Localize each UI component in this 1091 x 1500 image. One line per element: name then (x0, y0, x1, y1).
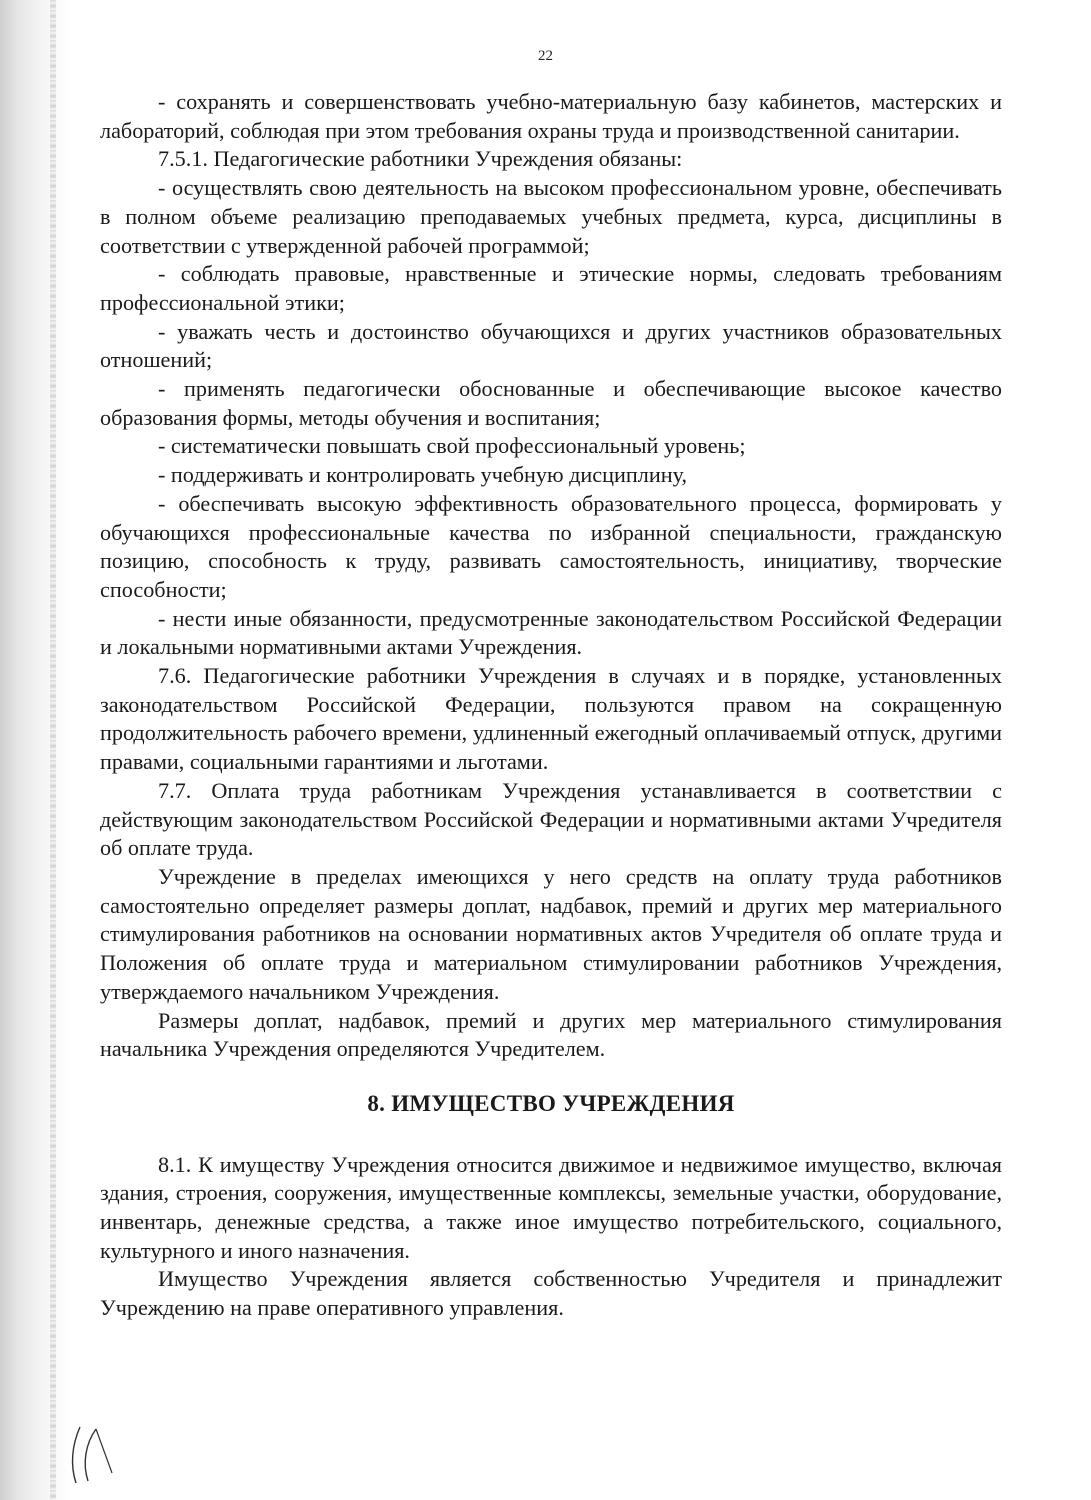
page-number: 22 (538, 48, 553, 64)
paragraph-bullet-professional-level: - осуществлять свою деятельность на высоком профессиональном уровне, обеспечивать в полном объеме реализацию преподаваемых учебных предмета, курса, дисциплины в соответствии с утвержденной рабочей программой; (100, 175, 1002, 258)
paragraph-8-1: 8.1. К имуществу Учреждения относится движимое и недвижимое имущество, включая здания, строения, сооружения, имущественные комплексы, земельные участки, оборудование, инвентарь, денежные средства, а также иное имущество потребительского, социального, культурного и иного назначения. (100, 1151, 1002, 1263)
paragraph-bullet-respect: - уважать честь и достоинство обучающихся и других участников образовательных отношений; (100, 318, 1002, 373)
paragraph-head-bonuses: Размеры доплат, надбавок, премий и других мер материального стимулирования начальника Учреждения определяются Учредителем. (100, 1007, 1002, 1062)
section-title: 8. ИМУЩЕСТВО УЧРЕЖДЕНИЯ (367, 1090, 735, 1116)
paragraph-salary-bonuses: Учреждение в пределах имеющихся у него средств на оплату труда работников самостоятельно определяет размеры доплат, надбавок, премий и других мер материального стимулирования работников на основании нормативных актов Учредителя об оплате труда и Положения об оплате труда и материальном стимулировании работников Учреждения, утверждаемого начальником Учреждения. (100, 863, 1002, 1004)
paragraph-bullet-methods: - применять педагогически обоснованные и обеспечивающие высокое качество образования формы, методы обучения и воспитания; (100, 376, 1002, 430)
paragraph-bullet-ethics: - соблюдать правовые, нравственные и этические нормы, следовать требованиям профессиональной этики; (100, 261, 1002, 315)
paragraph-bullet-discipline: - поддерживать и контролировать учебную дисциплину, (158, 462, 688, 488)
paragraph-property-ownership: Имущество Учреждения является собственностью Учредителя и принадлежит Учреждению на праве оперативного управления. (100, 1266, 1002, 1321)
document-body (100, 88, 1002, 1323)
paragraph-7-6: 7.6. Педагогические работники Учреждения в случаях и в порядке, установленных законодательством Российской Федерации, пользуются правом на сокращенную продолжительность рабочего времени, удлиненный ежегодный оплачиваемый отпуск, другими правами, социальными гарантиями и льготами. (100, 663, 1002, 775)
paragraph-bullet-qualification: - систематически повышать свой профессиональный уровень; (158, 433, 746, 459)
paragraph-bullet-other-duties: - нести иные обязанности, предусмотренные законодательством Российской Федерации и локальными нормативными актами Учреждения. (100, 605, 1002, 660)
paragraph-bullet-efficiency: - обеспечивать высокую эффективность образовательного процесса, формировать у обучающихся профессиональные качества по избранной специальности, гражданскую позицию, способность к труду, развивать самостоятельность, инициативу, творческие способности; (100, 490, 1002, 602)
paragraph-7-5-1: 7.5.1. Педагогические работники Учреждения обязаны: (158, 146, 683, 172)
scan-edge-shadow (0, 0, 70, 1500)
paragraph-bullet-equipment: - сохранять и совершенствовать учебно-материальную базу кабинетов, мастерских и лабораторий, соблюдая при этом требования охраны труда и производственной санитарии. (100, 89, 1002, 143)
signature-mark (66, 1415, 126, 1485)
paragraph-7-7: 7.7. Оплата труда работникам Учреждения устанавливается в соответствии с действующим законодательством Российской Федерации и нормативными актами Учредителя об оплате труда. (100, 777, 1002, 861)
